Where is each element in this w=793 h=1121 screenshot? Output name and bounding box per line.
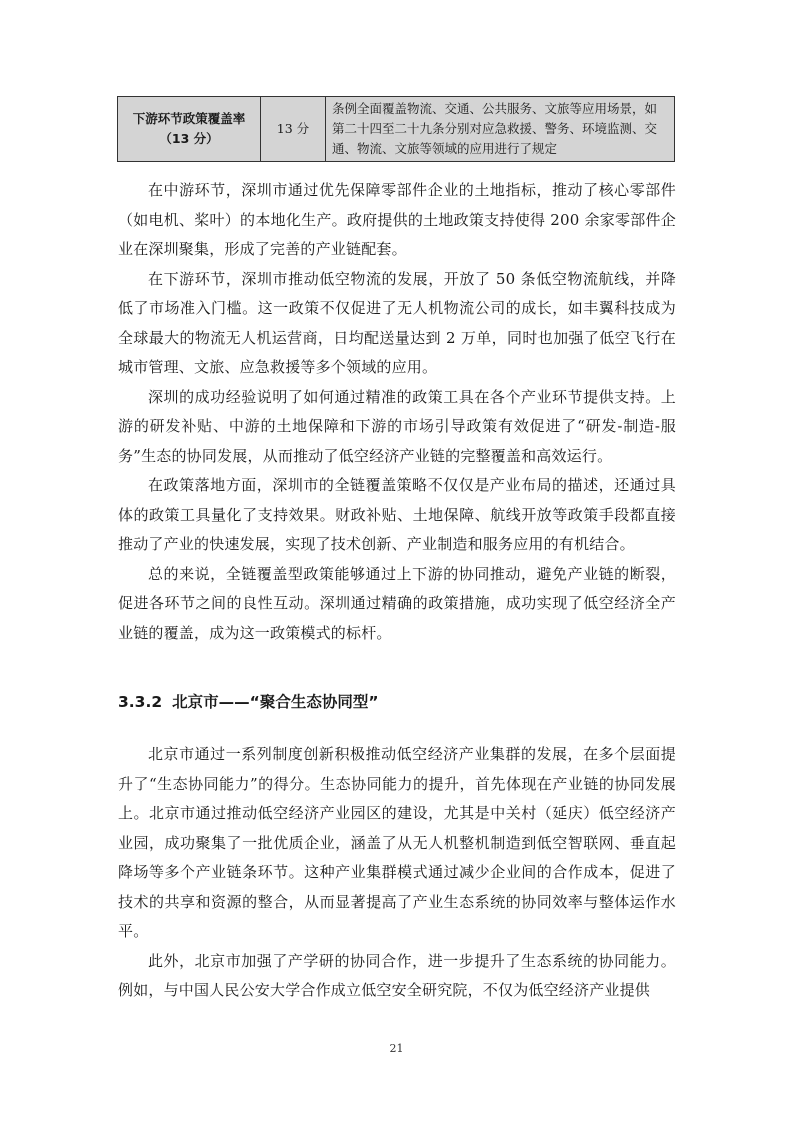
paragraph: 此外，北京市加强了产学研的协同合作，进一步提升了生态系统的协同能力。例如，与中国人民公安大学合作成立低空安全研究院，不仅为低空经济产业提供 [118, 951, 676, 999]
criterion-label: 下游环节政策覆盖率 [132, 111, 246, 126]
policy-score-table [117, 96, 675, 162]
paragraph: 总的来说，全链覆盖型政策能够通过上下游的协同推动，避免产业链的断裂，促进各环节之间的良性互动。深圳通过精确的政策措施，成功实现了低空经济全产业链的覆盖，成为这一政策模式的标杆。 [118, 564, 676, 642]
paragraph: 在政策落地方面，深圳市的全链覆盖策略不仅仅是产业布局的描述，还通过具体的政策工具量化了支持效果。财政补贴、土地保障、航线开放等政策手段都直接推动了产业的快速发展，实现了技术创新、产业制造和服务应用的有机结合。 [118, 476, 676, 553]
description-cell: 条例全面覆盖物流、交通、公共服务、文旅等应用场景，如第二十四至二十九条分别对应急救援、警务、环境监测、交通、物流、文旅等领域的应用进行了规定 [326, 97, 675, 162]
body-text-before-section [118, 176, 676, 648]
paragraph: 北京市通过一系列制度创新积极推动低空经济产业集群的发展，在多个层面提升了“生态协同能力”的得分。生态协同能力的提升，首先体现在产业链的协同发展上。北京市通过推动低空经济产业园区的建设，尤其是中关村（延庆）低空经济产业园，成功聚集了一批优质企业，涵盖了从无人机整机制造到低空智联网、垂直起降场等多个产业链条环节。这种产业集群模式通过减少企业间的合作成本，促进了技术的共享和资源的整合，从而显著提高了产业生态系统的协同效率与整体运作水平。 [118, 745, 676, 940]
section-heading [118, 690, 379, 712]
paragraph: 在中游环节，深圳市通过优先保障零部件企业的土地指标，推动了核心零部件（如电机、桨叶）的本地化生产。政府提供的土地政策支持使得 200 余家零部件企业在深圳聚集，形成了完善的产业链配套。 [118, 181, 676, 258]
paragraph: 深圳的成功经验说明了如何通过精准的政策工具在各个产业环节提供支持。上游的研发补贴、中游的土地保障和下游的市场引导政策有效促进了“研发-制造-服务”生态的协同发展，从而推动了低空经济产业链的完整覆盖和高效运行。 [118, 387, 676, 465]
paragraph: 在下游环节，深圳市推动低空物流的发展，开放了 50 条低空物流航线，并降低了市场准入门槛。这一政策不仅促进了无人机物流公司的成长，如丰翼科技成为全球最大的物流无人机运营商，日均配送量达到 2 万单，同时也加强了低空飞行在城市管理、文旅、应急救援等多个领域的应用。 [118, 269, 676, 376]
body-text-after-section [118, 740, 676, 1006]
table-row [118, 97, 675, 162]
section-number: 3.3.2 [118, 693, 163, 711]
criterion-cell [118, 97, 261, 162]
section-title: 北京市——“聚合生态协同型” [172, 693, 379, 711]
page-number: 21 [389, 1042, 404, 1055]
score-cell: 13 分 [261, 97, 326, 162]
criterion-score-note: （13 分） [159, 131, 219, 146]
